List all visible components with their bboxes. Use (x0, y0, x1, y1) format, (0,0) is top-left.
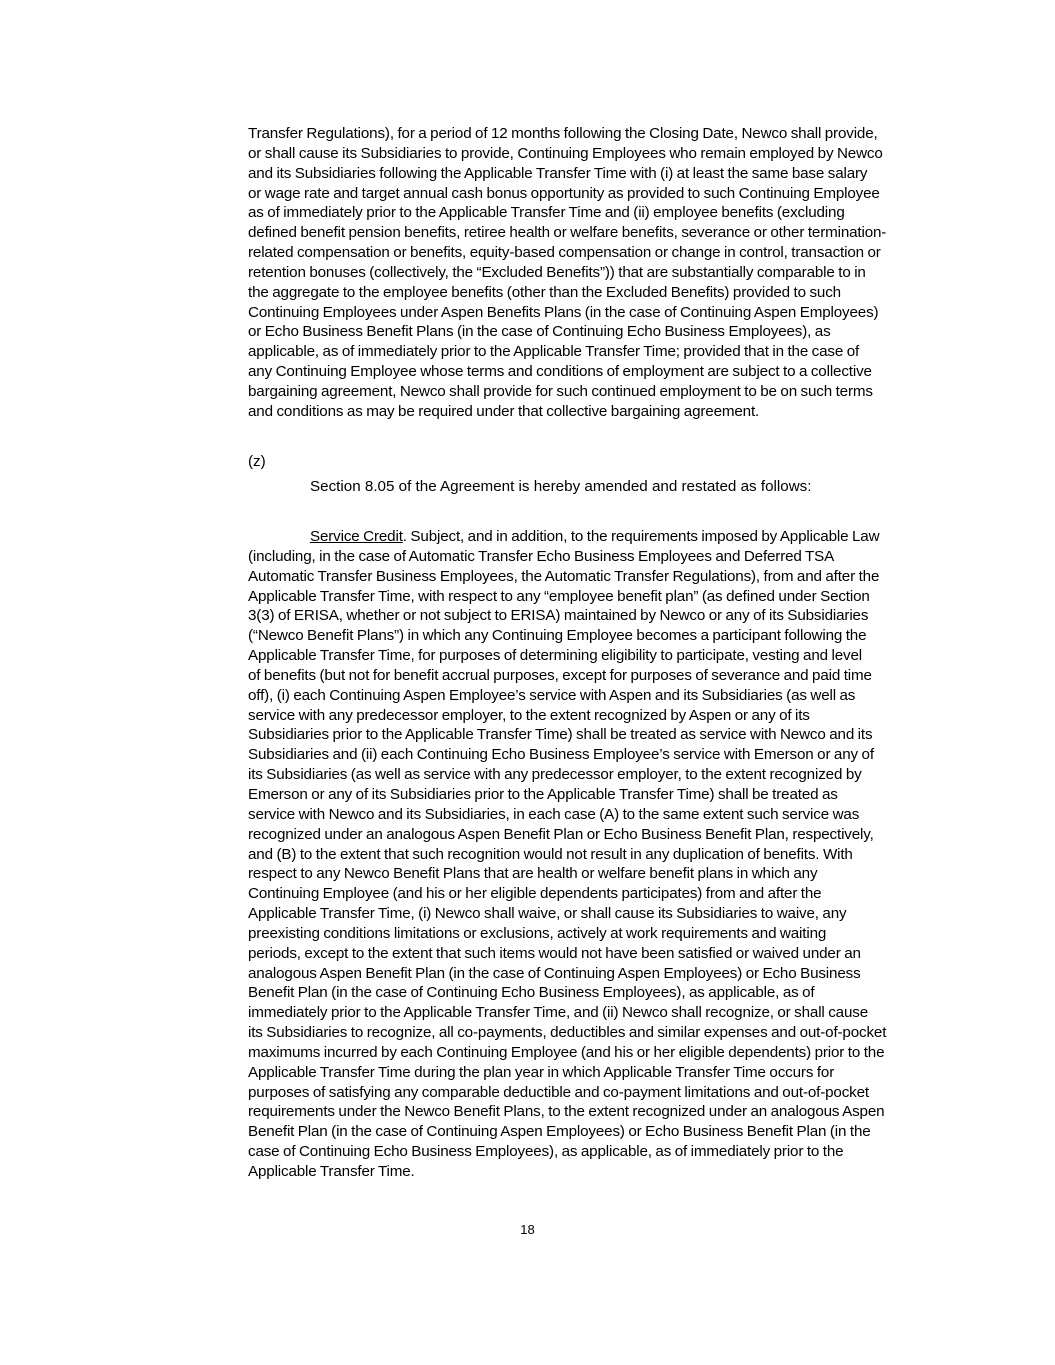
amendment-statement: Section 8.05 of the Agreement is hereby amended and restated as follows: (310, 478, 812, 495)
text-line: and conditions as may be required under that collective bargaining agreement. (248, 402, 760, 420)
text-line: Automatic Transfer Business Employees, the Automatic Transfer Regulations), from and after the (248, 567, 880, 585)
text-line: related compensation or benefits, equity-based compensation or change in control, transaction or (248, 244, 881, 262)
text-line: recognized under an analogous Aspen Benefit Plan or Echo Business Benefit Plan, respectively, (248, 825, 874, 843)
text-line: as of immediately prior to the Applicable Transfer Time and (ii) employee benefits (excluding (248, 204, 845, 222)
paragraph-y-continuation (248, 124, 938, 422)
text-line: Subsidiaries and (ii) each Continuing Echo Business Employee’s service with Emerson or any of (248, 746, 874, 764)
text-line: Continuing Employee (and his or her eligible dependents participates) from and after the (248, 885, 822, 903)
text-line: Applicable Transfer Time, with respect to any “employee benefit plan” (as defined under Section (248, 587, 870, 605)
text-line: and (B) to the extent that such recognition would not result in any duplication of benefits. With (248, 845, 853, 863)
text-line: Transfer Regulations), for a period of 12 months following the Closing Date, Newco shall provide, (248, 125, 878, 142)
text-line: requirements under the Newco Benefit Plans, to the extent recognized under an analogous Aspen (248, 1103, 885, 1121)
text-line: Continuing Employees under Aspen Benefits Plans (in the case of Continuing Aspen Employees) (248, 303, 879, 321)
text-line: maximums incurred by each Continuing Employee (and his or her eligible dependents) prior to the (248, 1043, 885, 1061)
service-credit-first-line (248, 527, 938, 547)
text-line: and its Subsidiaries following the Applicable Transfer Time with (i) at least the same base salary (248, 164, 868, 182)
text-line: periods, except to the extent that such items would not have been satisfied or waived under an (248, 944, 861, 962)
text-line: bargaining agreement, Newco shall provide for such continued employment to be on such terms (248, 382, 873, 400)
text-line: Applicable Transfer Time, (i) Newco shall waive, or shall cause its Subsidiaries to waive, any (248, 905, 847, 923)
text-line: the aggregate to the employee benefits (other than the Excluded Benefits) provided to such (248, 283, 841, 301)
text-line: respect to any Newco Benefit Plans that are health or welfare benefit plans in which any (248, 865, 818, 883)
text-line: 3(3) of ERISA, whether or not subject to ERISA) maintained by Newco or any of its Subsidiaries (248, 607, 869, 625)
text-line: its Subsidiaries (as well as service with any predecessor employer, to the extent recognized by (248, 766, 862, 784)
text-line: or wage rate and target annual cash bonus opportunity as provided to such Continuing Employee (248, 184, 880, 202)
text-line: retention bonuses (collectively, the “Excluded Benefits”)) that are substantially comparable to in (248, 263, 866, 281)
service-credit-heading: Service Credit (310, 528, 403, 545)
text-line: of benefits (but not for benefit accrual purposes, except for purposes of severance and paid time (248, 666, 872, 684)
text-line: Benefit Plan (in the case of Continuing Echo Business Employees), as applicable, as of (248, 984, 815, 1002)
text-line: immediately prior to the Applicable Transfer Time, and (ii) Newco shall recognize, or shall cause (248, 1004, 868, 1022)
text-line: (“Newco Benefit Plans”) in which any Continuing Employee becomes a participant following the (248, 627, 867, 645)
text-line: purposes of satisfying any comparable deductible and co-payment limitations and out-of-pocket (248, 1083, 869, 1101)
text-line: any Continuing Employee whose terms and conditions of employment are subject to a collective (248, 363, 872, 381)
text-line: or shall cause its Subsidiaries to provide, Continuing Employees who remain employed by Newco (248, 144, 883, 162)
text-line: applicable, as of immediately prior to the Applicable Transfer Time; provided that in the case of (248, 343, 860, 361)
text-line: Benefit Plan (in the case of Continuing Aspen Employees) or Echo Business Benefit Plan (in the (248, 1123, 871, 1141)
text-line: service with any predecessor employer, to the extent recognized by Aspen or any of its (248, 706, 810, 724)
item-marker: (z) (248, 453, 266, 470)
page-number: 18 (520, 1222, 535, 1237)
text-line: case of Continuing Echo Business Employees), as applicable, as of immediately prior to the (248, 1143, 844, 1161)
text-line-rest: . Subject, and in addition, to the requirements imposed by Applicable Law (402, 528, 880, 545)
text-line: Applicable Transfer Time during the plan year in which Applicable Transfer Time occurs for (248, 1063, 835, 1081)
service-credit-paragraph (248, 527, 938, 1182)
text-line: or Echo Business Benefit Plans (in the case of Continuing Echo Business Employees), as (248, 323, 831, 341)
text-line: Applicable Transfer Time. (248, 1163, 415, 1180)
text-line: Subsidiaries prior to the Applicable Transfer Time) shall be treated as service with Newco and its (248, 726, 873, 744)
text-line: service with Newco and its Subsidiaries, in each case (A) to the same extent such service was (248, 805, 860, 823)
text-line: preexisting conditions limitations or exclusions, actively at work requirements and waiting (248, 924, 827, 942)
text-line: off), (i) each Continuing Aspen Employee’s service with Aspen and its Subsidiaries (as well as (248, 686, 856, 704)
text-line: Emerson or any of its Subsidiaries prior to the Applicable Transfer Time) shall be treated as (248, 785, 838, 803)
text-line: analogous Aspen Benefit Plan (in the case of Continuing Aspen Employees) or Echo Business (248, 964, 861, 982)
text-line: defined benefit pension benefits, retiree health or welfare benefits, severance or other termination- (248, 224, 887, 242)
text-line: its Subsidiaries to recognize, all co-payments, deductibles and similar expenses and out-of-pocket (248, 1024, 887, 1042)
text-line: Applicable Transfer Time, for purposes of determining eligibility to participate, vesting and level (248, 647, 862, 665)
text-line: (including, in the case of Automatic Transfer Echo Business Employees and Deferred TSA (248, 547, 835, 565)
